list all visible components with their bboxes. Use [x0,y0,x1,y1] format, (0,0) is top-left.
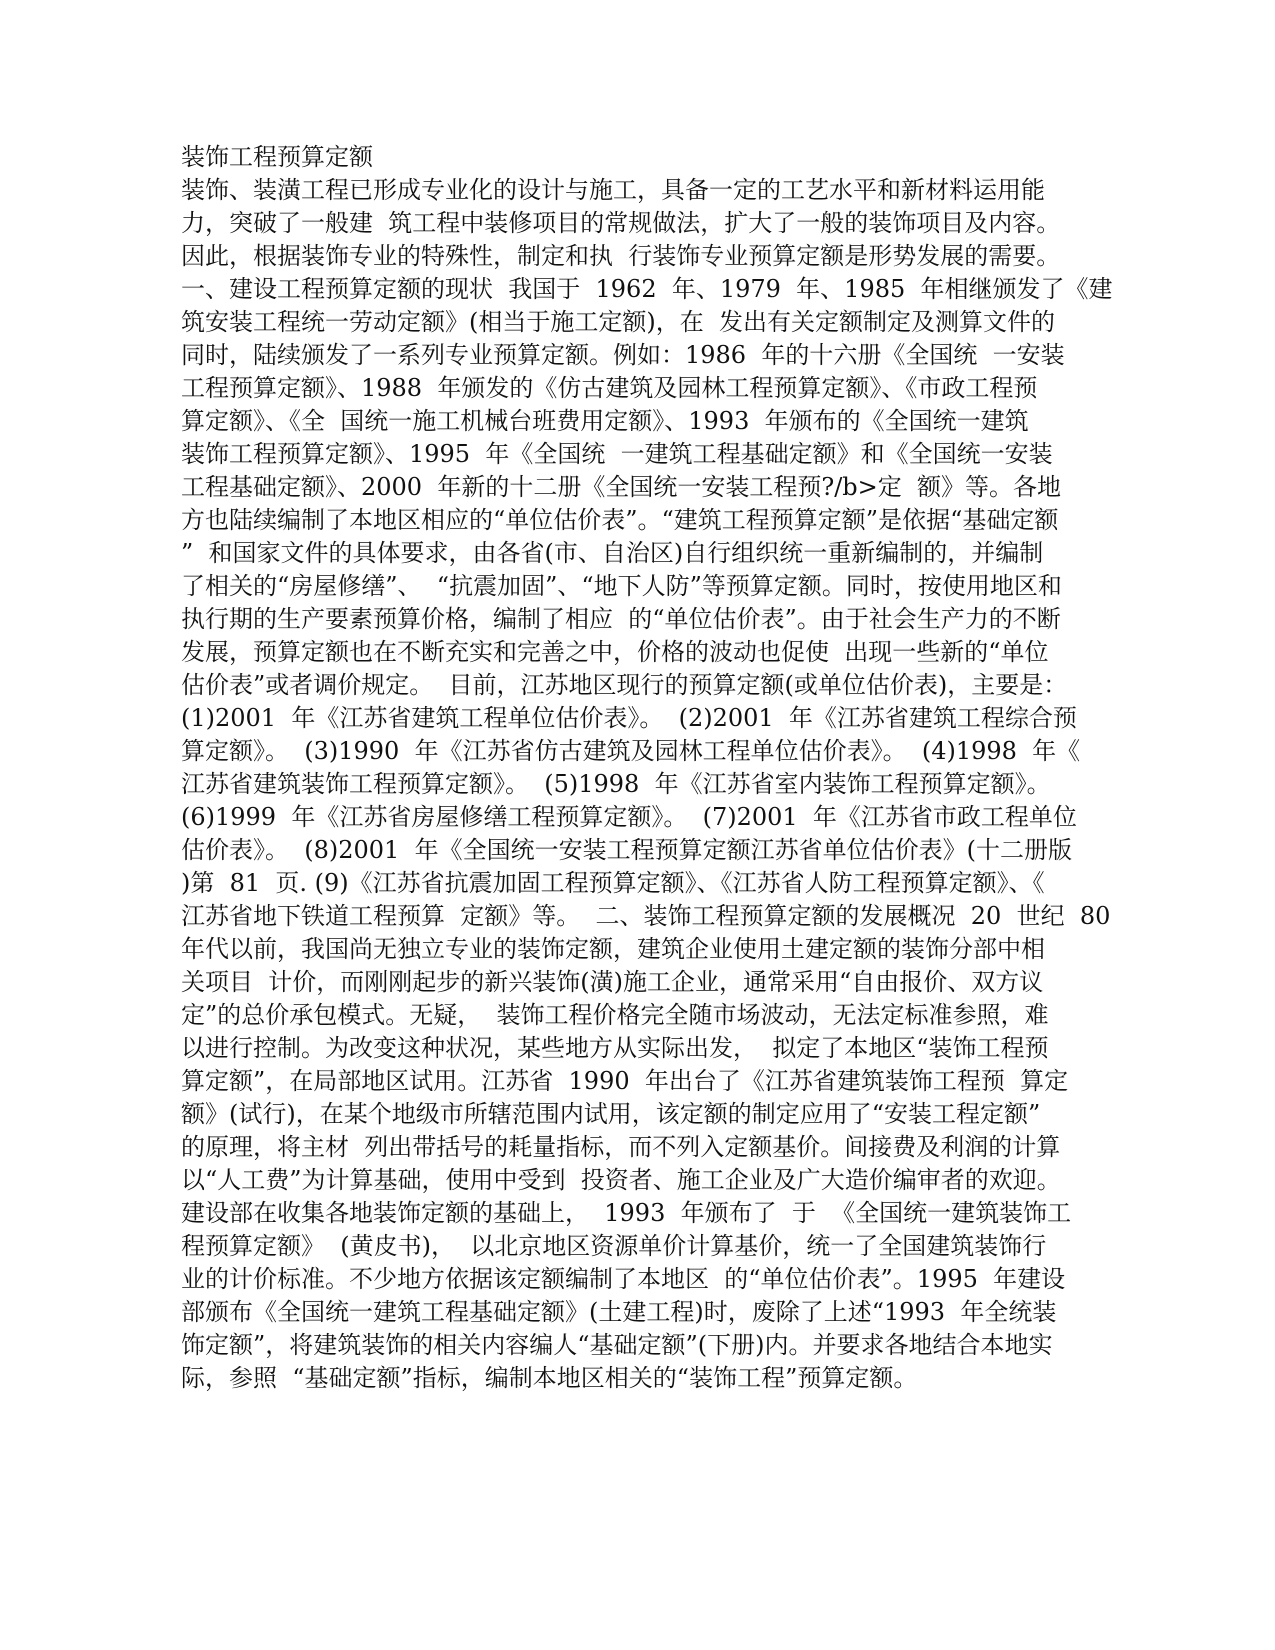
body-line: 程预算定额》 (黄皮书)， 以北京地区资源单价计算基价，统一了全国建筑装饰行 [181,1232,1047,1260]
body-line: 年代以前，我国尚无独立专业的装饰定额，建筑企业使用土建定额的装饰分部中相 [181,935,1045,963]
body-line: 执行期的生产要素预算价格，编制了相应 的“单位估价表”。由于社会生产力的不断 [181,605,1061,633]
document-body [181,141,1181,1395]
body-line: 部颁布《全国统一建筑工程基础定额》(土建工程)时，废除了上述“1993 年全统装 [181,1298,1057,1326]
body-line: 算定额》。 (3)1990 年《江苏省仿古建筑及园林工程单位估价表》。 (4)1998 年《 [181,737,1081,765]
body-line: 定”的总价承包模式。无疑， 装饰工程价格完全随市场波动，无法定标准参照，难 [181,1001,1049,1029]
body-line: 力，突破了一般建 筑工程中装修项目的常规做法，扩大了一般的装饰项目及内容。 [181,209,1061,237]
body-line: (1)2001 年《江苏省建筑工程单位估价表》。 (2)2001 年《江苏省建筑工程综合预 [181,704,1077,732]
body-line: 额》(试行)，在某个地级市所辖范围内试用，该定额的制定应用了“安装工程定额” [181,1100,1041,1128]
body-line: 方也陆续编制了本地区相应的“单位估价表”。“建筑工程预算定额”是依据“基础定额 [181,506,1059,534]
document-title: 装饰工程预算定额 [181,143,373,171]
body-line: 装饰、装潢工程已形成专业化的设计与施工，具备一定的工艺水平和新材料运用能 [181,176,1045,204]
body-line: 工程基础定额》、2000 年新的十二册《全国统一安装工程预?/b>定 额》等。各地 [181,473,1062,501]
body-line: 业的计价标准。不少地方依据该定额编制了本地区 的“单位估价表”。1995 年建设 [181,1265,1066,1293]
body-line: 建设部在收集各地装饰定额的基础上， 1993 年颁布了 于 《全国统一建筑装饰工 [181,1199,1072,1227]
body-line: 以进行控制。为改变这种状况，某些地方从实际出发， 拟定了本地区“装饰工程预 [181,1034,1049,1062]
body-line: 因此，根据装饰专业的特殊性，制定和执 行装饰专业预算定额是形势发展的需要。 [181,242,1061,270]
body-line: 关项目 计价，而刚刚起步的新兴装饰(潢)施工企业，通常采用“自由报价、双方议 [181,968,1044,996]
body-line: 了相关的“房屋修缮”、 “抗震加固”、“地下人防”等预算定额。同时，按使用地区和 [181,572,1062,600]
body-line: 工程预算定额》、1988 年颁发的《仿古建筑及园林工程预算定额》、《市政工程预 [181,374,1038,402]
body-line: 的原理，将主材 列出带括号的耗量指标，而不列入定额基价。间接费及利润的计算 [181,1133,1061,1161]
body-line: 江苏省地下铁道工程预算 定额》等。 二、装饰工程预算定额的发展概况 20 世纪 80 [181,902,1111,930]
body-line: ” 和国家文件的具体要求，由各省(市、自治区)自行组织统一重新编制的，并编制 [181,539,1044,567]
body-line: 以“人工费”为计算基础，使用中受到 投资者、施工企业及广大造价编审者的欢迎。 [181,1166,1061,1194]
body-line: 算定额”，在局部地区试用。江苏省 1990 年出台了《江苏省建筑装饰工程预 算定 [181,1067,1069,1095]
body-line: 饰定额”，将建筑装饰的相关内容编人“基础定额”(下册)内。并要求各地结合本地实 [181,1331,1053,1359]
body-line: 一、建设工程预算定额的现状 我国于 1962 年、1979 年、1985 年相继颁发了《建 [181,275,1113,303]
body-line: 算定额》、《全 国统一施工机械台班费用定额》、1993 年颁布的《全国统一建筑 [181,407,1029,435]
body-line: (6)1999 年《江苏省房屋修缮工程预算定额》。 (7)2001 年《江苏省市政工程单位 [181,803,1077,831]
body-line: 同时，陆续颁发了一系列专业预算定额。例如：1986 年的十六册《全国统 一安装 [181,341,1065,369]
body-line: )第 81 页. (9)《江苏省抗震加固工程预算定额》、《江苏省人防工程预算定额》、《 [181,869,1045,897]
body-line: 江苏省建筑装饰工程预算定额》。 (5)1998 年《江苏省室内装饰工程预算定额》。 [181,770,1051,798]
body-line: 筑安装工程统一劳动定额》(相当于施工定额)，在 发出有关定额制定及测算文件的 [181,308,1055,336]
body-line: 际，参照 “基础定额”指标，编制本地区相关的“装饰工程”预算定额。 [181,1364,918,1392]
body-line: 估价表》。 (8)2001 年《全国统一安装工程预算定额江苏省单位估价表》(十二册版 [181,836,1072,864]
body-line: 装饰工程预算定额》、1995 年《全国统 一建筑工程基础定额》和《全国统一安装 [181,440,1053,468]
body-line: 发展，预算定额也在不断充实和完善之中，价格的波动也促使 出现一些新的“单位 [181,638,1049,666]
body-line: 估价表”或者调价规定。 目前，江苏地区现行的预算定额(或单位估价表)，主要是： [181,671,1068,699]
